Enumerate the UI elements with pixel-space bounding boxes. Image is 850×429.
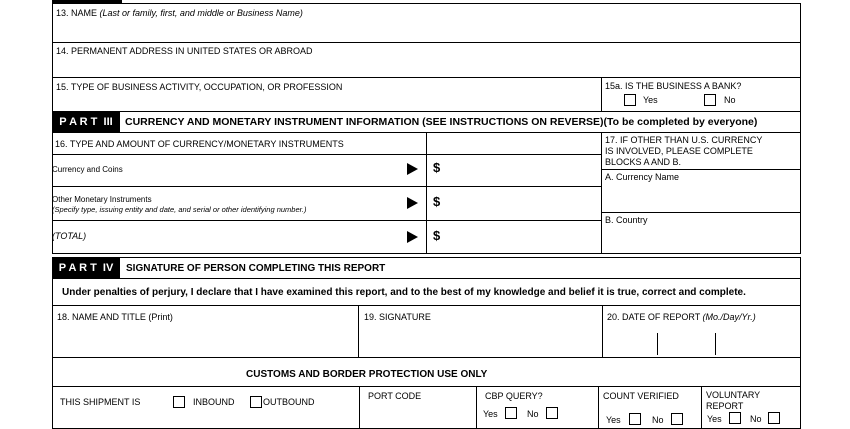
inbound-checkbox[interactable] [173,396,185,408]
port-code-divider [359,386,360,429]
bank-no-checkbox[interactable] [704,94,716,106]
signature-label: 19. SIGNATURE [364,312,431,322]
name-title-box[interactable] [52,305,359,358]
count-verified-label: COUNT VERIFIED [603,391,679,401]
is-bank-label: 15a. IS THE BUSINESS A BANK? [605,81,742,91]
date-divider-2 [715,333,716,355]
name-field-box[interactable] [52,3,801,43]
voluntary-label-2: REPORT [706,401,744,411]
total-label: (TOTAL) [52,231,87,241]
part3-tag: P A R T III [52,111,120,133]
row-divider-3 [52,220,602,221]
total-amount-input[interactable] [447,227,601,249]
currency-arrow-icon [407,163,418,175]
row-divider-2 [52,186,602,187]
count-verified-yes-checkbox[interactable] [629,413,641,425]
country-input[interactable] [605,228,799,252]
country-label: B. Country [605,215,648,225]
other-arrow-icon [407,197,418,209]
total-dollar-sign: $ [433,228,441,243]
voluntary-divider [701,386,702,429]
instruments-label: 16. TYPE AND AMOUNT OF CURRENCY/MONETARY INSTRUMENTS [55,139,344,149]
declaration-text: Under penalties of perjury, I declare that I have examined this report, and to the best of my knowledge and belief it is true, correct and complete. [62,287,746,298]
part4-title: SIGNATURE OF PERSON COMPLETING THIS REPORT [126,263,386,274]
part4-tag: P A R T IV [52,257,120,279]
other-dollar-sign: $ [433,194,441,209]
part3-title: CURRENCY AND MONETARY INSTRUMENT INFORMATION (SEE INSTRUCTIONS ON REVERSE)(To be completed by everyone) [125,116,758,128]
port-code-label: PORT CODE [368,391,422,401]
business-activity-label: 15. TYPE OF BUSINESS ACTIVITY, OCCUPATION, OR PROFESSION [56,82,343,92]
other-currency-line3: BLOCKS A AND B. [605,157,682,167]
cbp-query-divider [476,386,477,429]
cbp-query-no-label: No [527,409,539,419]
address-field-label: 14. PERMANENT ADDRESS IN UNITED STATES OR ABROAD [56,46,313,56]
count-verified-yes-label: Yes [606,415,621,425]
signature-box[interactable] [358,305,603,358]
outbound-checkbox[interactable] [250,396,262,408]
count-verified-no-label: No [652,415,664,425]
cbp-query-no-checkbox[interactable] [546,407,558,419]
voluntary-no-label: No [750,414,762,424]
address-field-box[interactable] [52,42,801,78]
country-divider [601,212,801,213]
bank-no-label: No [724,95,736,105]
currency-name-input[interactable] [605,185,799,209]
report-date-label: 20. DATE OF REPORT (Mo./Day/Yr.) [607,312,756,322]
other-currency-line2: IS INVOLVED, PLEASE COMPLETE [605,146,753,156]
total-arrow-icon [407,231,418,243]
business-activity-box[interactable] [52,77,602,112]
row-divider-1 [52,154,602,155]
other-instruments-label: Other Monetary Instruments [52,195,152,204]
count-verified-divider [598,386,599,429]
inbound-label: INBOUND [193,397,235,407]
amount-col-divider [426,132,427,254]
name-field-label: 13. NAME (Last or family, first, and middle or Business Name) [56,8,303,18]
voluntary-no-checkbox[interactable] [768,412,780,424]
currency-name-divider [601,169,801,170]
name-title-label: 18. NAME AND TITLE (Print) [57,312,173,322]
cbp-heading: CUSTOMS AND BORDER PROTECTION USE ONLY [246,369,488,380]
currency-coins-label: Currency and Coins [52,165,123,174]
other-instruments-sublabel: (Specify type, issuing entity and date, and serial or other identifying number.) [52,205,307,214]
date-divider-1 [657,333,658,355]
cbp-query-yes-label: Yes [483,409,498,419]
other-currency-line1: 17. IF OTHER THAN U.S. CURRENCY [605,135,763,145]
cbp-query-yes-checkbox[interactable] [505,407,517,419]
currency-dollar-sign: $ [433,160,441,175]
voluntary-yes-checkbox[interactable] [729,412,741,424]
bank-yes-checkbox[interactable] [624,94,636,106]
other-amount-input[interactable] [447,193,601,215]
cbp-row [52,386,801,429]
voluntary-yes-label: Yes [707,414,722,424]
outbound-label: OUTBOUND [263,397,315,407]
report-date-box[interactable] [602,305,801,358]
count-verified-no-checkbox[interactable] [671,413,683,425]
currency-amount-input[interactable] [447,159,601,181]
voluntary-label-1: VOLUNTARY [706,390,761,400]
cbp-query-label: CBP QUERY? [485,391,543,401]
bank-yes-label: Yes [643,95,658,105]
currency-name-label: A. Currency Name [605,172,680,182]
shipment-label: THIS SHIPMENT IS [60,397,141,407]
